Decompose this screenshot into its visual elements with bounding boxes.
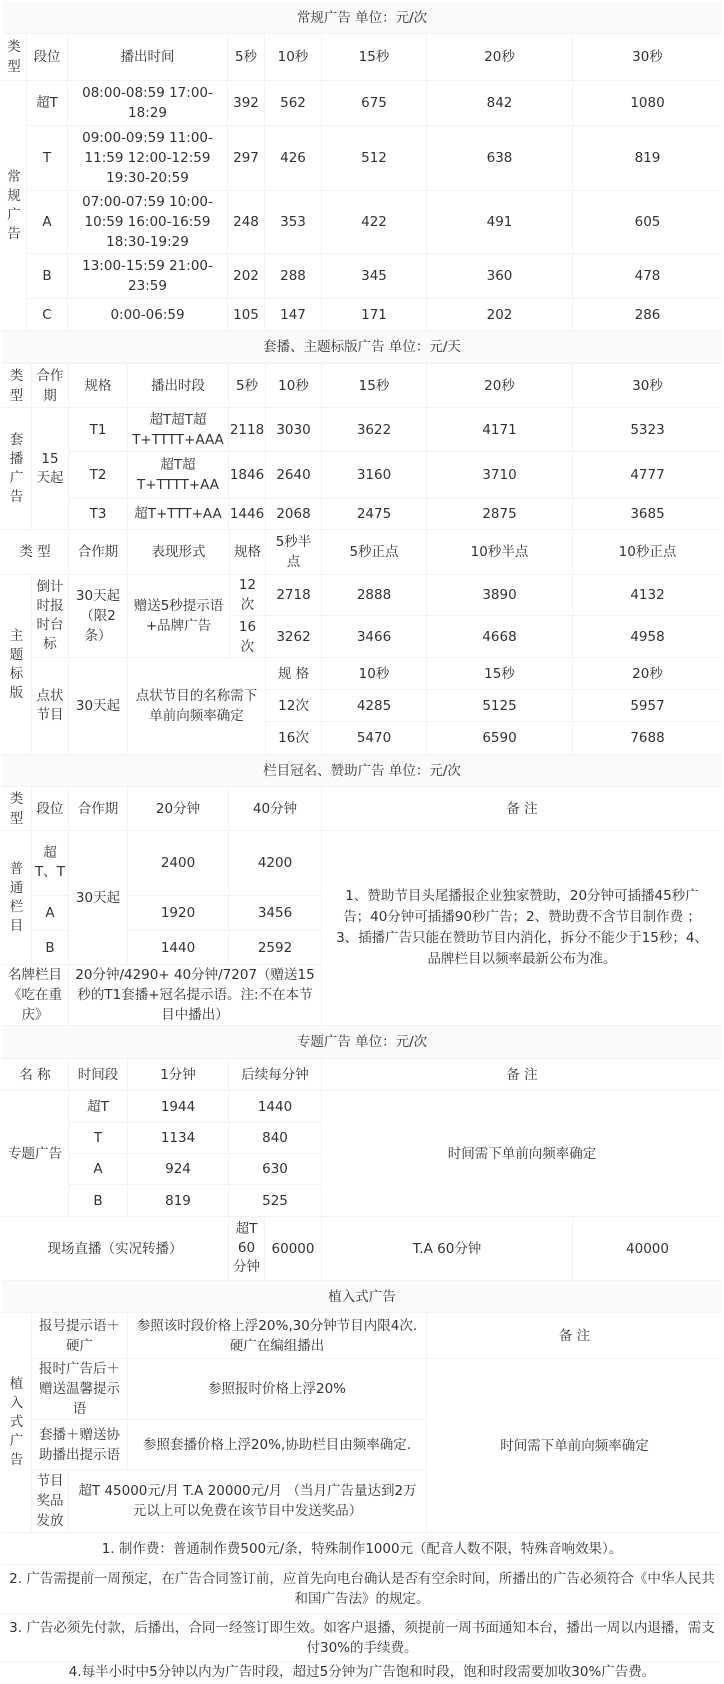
regular-row-15s: 171 — [322, 299, 426, 330]
sponsor-header-tier: 段位 — [32, 787, 68, 830]
theme-countdown-value: 2888 — [322, 575, 426, 615]
sponsor-brand-text: 20分钟/4290+ 40分钟/7207（赠送15秒的T1套播+冠名提示语。注:不在本节目中播出） — [69, 965, 321, 1025]
regular-header-15s: 15秒 — [322, 34, 426, 80]
regular-row-tier: B — [27, 254, 67, 298]
special-header-name: 名 称 — [2, 1059, 68, 1090]
package-header-10s: 10秒 — [266, 364, 321, 407]
package-row-15s: 3622 — [322, 408, 426, 451]
sponsor-row-40min: 4200 — [229, 831, 321, 895]
package-row-spec: T3 — [69, 499, 127, 529]
theme-countdown-value: 4958 — [573, 616, 722, 657]
regular-header-time: 播出时间 — [68, 34, 227, 80]
theme-spot-value: 7688 — [573, 722, 722, 754]
footnote-production-fee: 1. 制作费：普通制作费500元/条，特殊制作1000元（配音人数不限，特殊音响效果）。 — [2, 1533, 722, 1564]
regular-row-20s: 360 — [427, 254, 572, 298]
theme-header-spec: 规格 — [230, 530, 265, 574]
theme-spot-header: 规 格 — [266, 658, 321, 689]
embedded-type-label: 植入式广告 — [2, 1313, 31, 1532]
sponsor-note: 1、赞助节目头尾播报企业独家赞助，20分钟可插播45秒广告；40分钟可插播90秒广告；2、赞助费不含节目制作费 ；3、插播广告只能在赞助节目内消化，拆分不能少于15秒；4、品牌栏目以频率最新公布为准。 — [322, 831, 722, 1025]
package-row-20s: 3710 — [427, 452, 572, 498]
sponsor-header-type: 类型 — [2, 787, 31, 830]
regular-row-5s: 297 — [228, 126, 264, 190]
embedded-row-name: 报号提示语＋硬广 — [32, 1313, 127, 1358]
regular-row-tier: T — [27, 126, 67, 190]
regular-row-time: 0:00-06:59 — [68, 299, 227, 330]
regular-row-time: 09:00-09:59 11:00-11:59 12:00-12:59 19:30-20:59 — [68, 126, 227, 190]
package-header-30s: 30秒 — [573, 364, 722, 407]
package-row-15s: 3160 — [322, 452, 426, 498]
sponsor-brand-name: 名牌栏目《吃在重庆》 — [2, 965, 68, 1025]
regular-header-tier: 段位 — [27, 34, 67, 80]
package-header-20s: 20秒 — [427, 364, 572, 407]
package-row-30s: 4777 — [573, 452, 722, 498]
regular-row-20s: 842 — [427, 81, 572, 125]
theme-countdown-value: 4668 — [427, 616, 572, 657]
package-row-10s: 2068 — [266, 499, 321, 529]
special-row-1min: 1134 — [128, 1123, 228, 1153]
embedded-row-desc: 参照报时价格上浮20% — [128, 1359, 426, 1419]
sponsor-header-40min: 40分钟 — [229, 787, 321, 830]
package-title: 套播、主题标版广告 单位：元/天 — [2, 331, 722, 363]
embedded-note-header: 备 注 — [427, 1313, 722, 1358]
regular-row-5s: 105 — [228, 299, 264, 330]
embedded-row-name: 节目奖品发放 — [32, 1470, 68, 1532]
special-header-each-min: 后续每分钟 — [229, 1059, 321, 1090]
regular-row-10s: 562 — [265, 81, 321, 125]
package-row-20s: 2875 — [427, 499, 572, 529]
regular-header-30s: 30秒 — [573, 34, 722, 80]
package-row-30s: 3685 — [573, 499, 722, 529]
special-row-each-min: 840 — [229, 1123, 321, 1153]
sponsor-row-tier: B — [32, 931, 68, 964]
sponsor-header-20min: 20分钟 — [128, 787, 228, 830]
regular-row-10s: 288 — [265, 254, 321, 298]
regular-row-tier: 超T — [27, 81, 67, 125]
regular-row-30s: 819 — [573, 126, 722, 190]
special-title: 专题广告 单位：元/次 — [2, 1026, 722, 1058]
package-header-15s: 15秒 — [322, 364, 426, 407]
regular-row-30s: 1080 — [573, 81, 722, 125]
special-row-tier: B — [69, 1185, 127, 1216]
regular-row-15s: 345 — [322, 254, 426, 298]
regular-row-5s: 202 — [228, 254, 264, 298]
theme-header-form: 表现形式 — [128, 530, 229, 574]
special-row-tier: A — [69, 1154, 127, 1184]
embedded-row-desc: 参照套播价格上浮20%,协助栏目由频率确定. — [128, 1420, 426, 1469]
package-header-type: 类型 — [2, 364, 31, 407]
regular-row-20s: 491 — [427, 191, 572, 253]
sponsor-row-40min: 2592 — [229, 931, 321, 964]
theme-spot-spec: 16次 — [266, 722, 321, 754]
regular-row-time: 07:00-07:59 10:00-10:59 16:00-16:59 18:30-19:29 — [68, 191, 227, 253]
regular-header-10s: 10秒 — [265, 34, 321, 80]
regular-row-5s: 392 — [228, 81, 264, 125]
regular-row-tier: A — [27, 191, 67, 253]
special-row-each-min: 630 — [229, 1154, 321, 1184]
embedded-row-desc: 参照该时段价格上浮20%,30分钟节目内限4次.硬广在编组播出 — [128, 1313, 426, 1358]
theme-spot-period: 30天起 — [69, 658, 127, 754]
live-broadcast-label: 现场直播（实况转播） — [2, 1217, 228, 1280]
sponsor-row-20min: 1440 — [128, 931, 228, 964]
regular-row-10s: 426 — [265, 126, 321, 190]
special-type-label: 专题广告 — [2, 1091, 68, 1216]
theme-header-type: 类 型 — [2, 530, 68, 574]
regular-header-type: 类型 — [2, 34, 26, 80]
regular-row-time: 13:00-15:59 21:00-23:59 — [68, 254, 227, 298]
theme-countdown-form: 赠送5秒提示语+品牌广告 — [128, 575, 229, 657]
special-header-1min: 1分钟 — [128, 1059, 228, 1090]
footnote-saturation: 4.每半小时中5分钟以内为广告时段，超过5分钟为广告饱和时段，饱和时段需要加收30%广告费。 — [2, 1662, 722, 1682]
live-slot-super-t: 超T 60分钟 — [229, 1217, 264, 1280]
regular-row-5s: 248 — [228, 191, 264, 253]
theme-countdown-spec: 12次 — [230, 575, 265, 615]
regular-row-tier: C — [27, 299, 67, 330]
theme-header-10s-full: 10秒正点 — [573, 530, 722, 574]
theme-spot-value: 6590 — [427, 722, 572, 754]
package-row-10s: 3030 — [266, 408, 321, 451]
regular-row-15s: 512 — [322, 126, 426, 190]
sponsor-row-40min: 3456 — [229, 896, 321, 930]
package-type-label: 套播广告 — [2, 408, 31, 529]
theme-header-5s-half: 5秒半点 — [266, 530, 321, 574]
footnote-payment: 3. 广告必须先付款，后播出，合同一经签订即生效。如客户退播，须提前一周书面通知本台，播出一周以内退播，需支付30%的手续费。 — [2, 1614, 722, 1661]
embedded-note: 时间需下单前向频率确定 — [427, 1359, 722, 1532]
theme-countdown-value: 2718 — [266, 575, 321, 615]
live-price-super-t: 60000 — [265, 1217, 321, 1280]
live-price-ta: 40000 — [573, 1217, 722, 1280]
package-row-spec: T1 — [69, 408, 127, 451]
theme-spot-spec: 12次 — [266, 690, 321, 721]
theme-countdown-name: 倒计时报时台标 — [32, 575, 68, 657]
regular-row-30s: 478 — [573, 254, 722, 298]
regular-header-20s: 20秒 — [427, 34, 572, 80]
package-row-5s: 1846 — [229, 452, 265, 498]
package-period: 15天起 — [32, 408, 68, 529]
regular-row-time: 08:00-08:59 17:00-18:29 — [68, 81, 227, 125]
live-slot-ta: T.A 60分钟 — [322, 1217, 572, 1280]
embedded-row-name: 报时广告后＋赠送温馨提示语 — [32, 1359, 127, 1419]
package-row-spec: T2 — [69, 452, 127, 498]
package-row-slot: 超T超T+TTTT+AA — [128, 452, 228, 498]
special-row-1min: 819 — [128, 1185, 228, 1216]
sponsor-row-20min: 2400 — [128, 831, 228, 895]
regular-type-label: 常规广告 — [2, 81, 26, 330]
theme-spot-header: 15秒 — [427, 658, 572, 689]
package-header-5s: 5秒 — [229, 364, 265, 407]
package-row-20s: 4171 — [427, 408, 572, 451]
theme-countdown-value: 3466 — [322, 616, 426, 657]
package-row-5s: 1446 — [229, 499, 265, 529]
theme-countdown-period: 30天起（限2条） — [69, 575, 127, 657]
theme-countdown-spec: 16次 — [230, 616, 265, 657]
theme-spot-name: 点状节目 — [32, 658, 68, 754]
special-row-1min: 924 — [128, 1154, 228, 1184]
special-header-note: 备 注 — [322, 1059, 722, 1090]
theme-header-10s-half: 10秒半点 — [427, 530, 572, 574]
embedded-title: 植入式广告 — [2, 1281, 722, 1312]
theme-countdown-value: 3890 — [427, 575, 572, 615]
special-row-each-min: 525 — [229, 1185, 321, 1216]
regular-row-15s: 675 — [322, 81, 426, 125]
special-row-tier: 超T — [69, 1091, 127, 1122]
package-row-slot: 超T+TTT+AA — [128, 499, 228, 529]
embedded-row-name: 套播＋赠送协助播出提示语 — [32, 1420, 127, 1469]
special-note: 时间需下单前向频率确定 — [322, 1091, 722, 1216]
package-row-15s: 2475 — [322, 499, 426, 529]
theme-spot-value: 5125 — [427, 690, 572, 721]
sponsor-header-note: 备 注 — [322, 787, 722, 830]
package-row-5s: 2118 — [229, 408, 265, 451]
regular-row-20s: 202 — [427, 299, 572, 330]
sponsor-row-tier: 超T、T — [32, 831, 68, 895]
regular-row-30s: 286 — [573, 299, 722, 330]
regular-row-30s: 605 — [573, 191, 722, 253]
regular-row-20s: 638 — [427, 126, 572, 190]
package-row-10s: 2640 — [266, 452, 321, 498]
regular-row-10s: 353 — [265, 191, 321, 253]
sponsor-header-period: 合作期 — [69, 787, 127, 830]
theme-countdown-value: 3262 — [266, 616, 321, 657]
theme-header-period: 合作期 — [69, 530, 127, 574]
regular-row-15s: 422 — [322, 191, 426, 253]
theme-header-5s-full: 5秒正点 — [322, 530, 426, 574]
theme-spot-value: 5470 — [322, 722, 426, 754]
sponsor-type-label: 普通栏目 — [2, 831, 31, 964]
sponsor-title: 栏目冠名、赞助广告 单位：元/次 — [2, 755, 722, 786]
special-row-each-min: 1440 — [229, 1091, 321, 1122]
package-header-spec: 规格 — [69, 364, 127, 407]
embedded-row-desc: 超T 45000元/月 T.A 20000元/月 （当月广告量达到2万元以上可以免费在该节目中发送奖品） — [69, 1470, 426, 1532]
theme-type-label: 主题标版 — [2, 575, 31, 754]
special-header-slot: 时间段 — [69, 1059, 127, 1090]
theme-spot-value: 4285 — [322, 690, 426, 721]
sponsor-row-tier: A — [32, 896, 68, 930]
regular-title: 常规广告 单位：元/次 — [2, 2, 722, 33]
rate-card-table — [2, 2, 722, 1682]
regular-row-10s: 147 — [265, 299, 321, 330]
theme-spot-value: 5957 — [573, 690, 722, 721]
special-row-tier: T — [69, 1123, 127, 1153]
theme-countdown-value: 4132 — [573, 575, 722, 615]
theme-spot-form: 点状节目的名称需下单前向频率确定 — [128, 658, 265, 754]
package-header-slot: 播出时段 — [128, 364, 228, 407]
sponsor-row-20min: 1920 — [128, 896, 228, 930]
footnote-booking: 2. 广告需提前一周预定，在广告合同签订前，应首先向电台确认是否有空余时间，所播出的广告必须符合《中华人民共和国广告法》的规定。 — [2, 1565, 722, 1613]
package-row-30s: 5323 — [573, 408, 722, 451]
package-row-slot: 超T超T超T+TTTT+AAA — [128, 408, 228, 451]
theme-spot-header: 10秒 — [322, 658, 426, 689]
theme-spot-header: 20秒 — [573, 658, 722, 689]
sponsor-period: 30天起 — [69, 831, 127, 964]
special-row-1min: 1944 — [128, 1091, 228, 1122]
package-header-period: 合作期 — [32, 364, 68, 407]
regular-header-5s: 5秒 — [228, 34, 264, 80]
